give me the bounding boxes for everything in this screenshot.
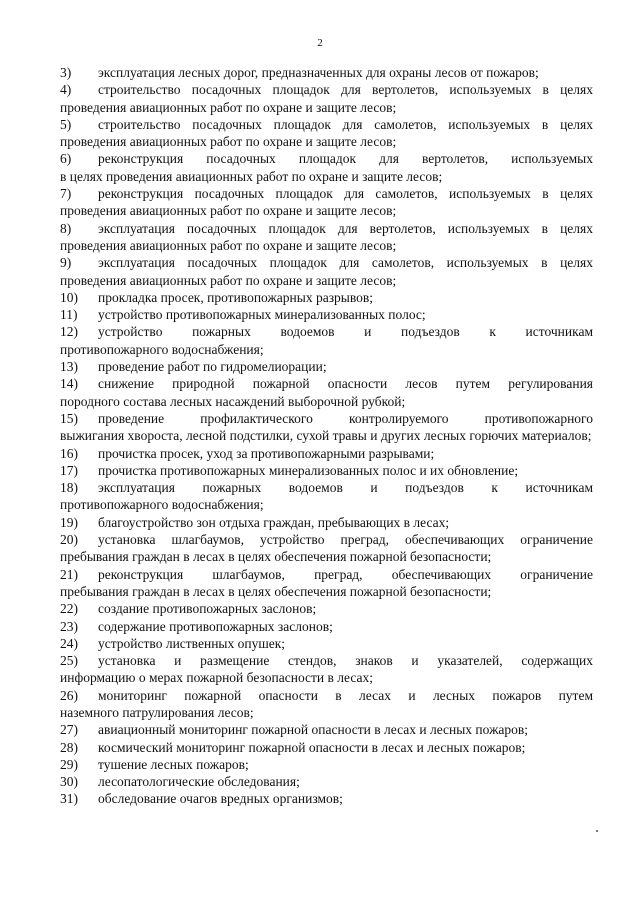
list-item-text: устройство пожарных водоемов и подъездов к источникам — [98, 324, 593, 340]
list-item-first-line — [60, 358, 593, 375]
list-item-text: реконструкция шлагбаумов, преград, обеспечивающих ограничение — [98, 566, 593, 582]
list-item-number: 21) — [60, 566, 78, 582]
list-item-text: благоустройство зон отдыха граждан, пребывающих в лесах; — [98, 514, 450, 530]
list-item — [60, 289, 593, 306]
list-item — [60, 306, 593, 323]
list-item-continuation: выжигания хвороста, лесной подстилки, сухой травы и других лесных горючих материалов; — [60, 428, 592, 444]
list-item — [60, 375, 593, 410]
list-item-first-line — [60, 445, 593, 462]
list-item-text: эксплуатация посадочных площадок для вертолетов, используемых в целях — [98, 220, 593, 236]
list-item — [60, 635, 593, 652]
list-item-text: проведение работ по гидромелиорации; — [98, 359, 327, 375]
list-item — [60, 445, 593, 462]
list-item — [60, 150, 593, 185]
list-item-continuation: проведения авиационных работ по охране и защите лесов; — [60, 237, 397, 253]
list-item-text: установка шлагбаумов, устройство преград, обеспечивающих ограничение — [98, 532, 593, 548]
list-item-continuation: наземного патрулирования лесов; — [60, 704, 254, 720]
list-item-number: 14) — [60, 376, 78, 392]
list-item-continuation: противопожарного водоснабжения; — [60, 497, 264, 513]
list-item-number: 23) — [60, 618, 78, 634]
list-item-first-line — [60, 790, 593, 807]
list-item-first-line — [60, 479, 593, 496]
list-item-continuation: информацию о мерах пожарной безопасности в лесах; — [60, 670, 373, 686]
list-item — [60, 116, 593, 151]
list-item-first-line — [60, 81, 593, 98]
list-item-first-line — [60, 773, 593, 790]
list-item — [60, 687, 593, 722]
list-item-text: мониторинг пожарной опасности в лесах и лесных пожаров путем — [98, 687, 593, 703]
list-item-number: 11) — [60, 307, 78, 323]
list-item — [60, 566, 593, 601]
list-item-number: 24) — [60, 635, 78, 651]
list-item-number: 26) — [60, 687, 78, 703]
list-item — [60, 721, 593, 738]
list-item-number: 28) — [60, 739, 78, 755]
list-item-first-line — [60, 220, 593, 237]
list-item-first-line — [60, 375, 593, 392]
list-item-number: 30) — [60, 774, 78, 790]
list-item-text: строительство посадочных площадок для вертолетов, используемых в целях — [98, 82, 593, 98]
list-item — [60, 618, 593, 635]
list-item-first-line — [60, 116, 593, 133]
list-item-number: 10) — [60, 289, 78, 305]
list-item-number: 29) — [60, 756, 78, 772]
page-number: 2 — [317, 37, 323, 49]
list-item-number: 16) — [60, 445, 78, 461]
list-item-continuation: проведения авиационных работ по охране и защите лесов; — [60, 134, 397, 150]
list-item — [60, 479, 593, 514]
list-item — [60, 410, 593, 445]
list-item — [60, 756, 593, 773]
list-item-number: 27) — [60, 722, 78, 738]
list-item-number: 13) — [60, 359, 78, 375]
list-item — [60, 600, 593, 617]
list-item — [60, 358, 593, 375]
list-item-first-line — [60, 739, 593, 756]
list-item-number: 6) — [60, 151, 72, 167]
list-item-number: 31) — [60, 791, 78, 807]
list-item-continuation: в целях проведения авиационных работ по охране и защите лесов; — [60, 168, 443, 184]
measures-list — [60, 64, 593, 808]
list-item — [60, 254, 593, 289]
list-item-continuation: противопожарного водоснабжения; — [60, 341, 264, 357]
list-item — [60, 790, 593, 807]
list-item-number: 22) — [60, 601, 78, 617]
list-item — [60, 64, 593, 81]
list-item-first-line — [60, 531, 593, 548]
list-item-number: 4) — [60, 82, 72, 98]
list-item-text: устройство противопожарных минерализованных полос; — [98, 307, 426, 323]
list-item-continuation: пребывания граждан в лесах в целях обеспечения пожарной безопасности; — [60, 583, 492, 599]
list-item — [60, 531, 593, 566]
list-item-first-line — [60, 756, 593, 773]
list-item-continuation: проведения авиационных работ по охране и защите лесов; — [60, 203, 397, 219]
list-item-number: 25) — [60, 653, 78, 669]
list-item-text: прочистка просек, уход за противопожарными разрывами; — [98, 445, 435, 461]
list-item-first-line — [60, 687, 593, 704]
list-item-number: 19) — [60, 514, 78, 530]
list-item-number: 3) — [60, 65, 72, 80]
list-item-text: проведение профилактического контролируемого противопожарного — [98, 410, 593, 426]
list-item — [60, 185, 593, 220]
list-item-text: прокладка просек, противопожарных разрывов; — [98, 289, 374, 305]
list-item-first-line — [60, 635, 593, 652]
list-item — [60, 652, 593, 687]
list-item — [60, 81, 593, 116]
list-item-text: снижение природной пожарной опасности лесов путем регулирования — [98, 376, 593, 392]
list-item-continuation: пребывания граждан в лесах в целях обеспечения пожарной безопасности; — [60, 549, 492, 565]
list-item-text: космический мониторинг пожарной опасности в лесах и лесных пожаров; — [98, 739, 526, 755]
list-item-first-line — [60, 410, 593, 427]
list-item-first-line — [60, 64, 593, 81]
list-item-number: 9) — [60, 255, 72, 271]
list-item-number: 17) — [60, 462, 78, 478]
list-item-text: лесопатологические обследования; — [98, 774, 300, 790]
list-item-first-line — [60, 306, 593, 323]
list-item-first-line — [60, 652, 593, 669]
list-item-first-line — [60, 462, 593, 479]
list-item-text: содержание противопожарных заслонов; — [98, 618, 333, 634]
list-item-text: авиационный мониторинг пожарной опасности в лесах и лесных пожаров; — [98, 722, 529, 738]
list-item-number: 8) — [60, 220, 72, 236]
list-item-text: эксплуатация пожарных водоемов и подъездов к источникам — [98, 480, 593, 496]
list-item-first-line — [60, 150, 593, 167]
list-item-text: обследование очагов вредных организмов; — [98, 791, 343, 807]
list-item-text: строительство посадочных площадок для самолетов, используемых в целях — [98, 116, 593, 132]
list-item-first-line — [60, 600, 593, 617]
list-item-text: эксплуатация лесных дорог, предназначенных для охраны лесов от пожаров; — [98, 65, 539, 80]
list-item — [60, 514, 593, 531]
list-item-text: создание противопожарных заслонов; — [98, 601, 317, 617]
list-item-first-line — [60, 254, 593, 271]
list-item-text: реконструкция посадочных площадок для вертолетов, используемых — [98, 151, 593, 167]
list-item-text: тушение лесных пожаров; — [98, 756, 249, 772]
list-item-continuation: проведения авиационных работ по охране и защите лесов; — [60, 99, 397, 115]
list-item-number: 12) — [60, 324, 78, 340]
list-item-text: эксплуатация посадочных площадок для самолетов, используемых в целях — [98, 255, 593, 271]
list-item — [60, 462, 593, 479]
list-item-first-line — [60, 514, 593, 531]
list-item-first-line — [60, 721, 593, 738]
list-item — [60, 220, 593, 255]
list-item-first-line — [60, 289, 593, 306]
list-item-first-line — [60, 185, 593, 202]
list-item-number: 5) — [60, 116, 72, 132]
list-item-number: 20) — [60, 532, 78, 548]
list-item — [60, 739, 593, 756]
list-item-first-line — [60, 618, 593, 635]
list-item-continuation: породного состава лесных насаждений выборочной рубкой; — [60, 393, 406, 409]
list-item-number: 15) — [60, 410, 78, 426]
list-item-text: прочистка противопожарных минерализованных полос и их обновление; — [98, 462, 519, 478]
list-item-first-line — [60, 566, 593, 583]
list-item-text: устройство лиственных опушек; — [98, 635, 286, 651]
scan-speck — [596, 830, 598, 832]
list-item-number: 18) — [60, 480, 78, 496]
list-item-continuation: проведения авиационных работ по охране и защите лесов; — [60, 272, 397, 288]
list-item — [60, 323, 593, 358]
list-item-text: реконструкция посадочных площадок для самолетов, используемых в целях — [98, 186, 593, 202]
list-item — [60, 773, 593, 790]
list-item-first-line — [60, 323, 593, 340]
list-item-text: установка и размещение стендов, знаков и указателей, содержащих — [98, 653, 593, 669]
list-item-number: 7) — [60, 186, 72, 202]
